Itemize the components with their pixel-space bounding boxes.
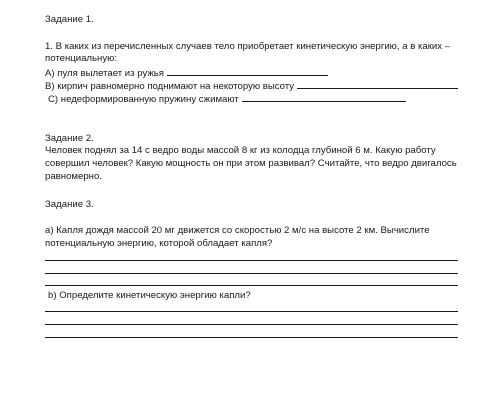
answer-line-b2[interactable]	[45, 324, 458, 325]
option-a-text: А) пуля вылетает из ружья	[45, 68, 164, 79]
answer-blank-a[interactable]	[167, 66, 328, 76]
answer-blank-b[interactable]	[297, 79, 458, 89]
task1-question-line2: потенциальную:	[45, 53, 117, 64]
task3-part-b: b) Определите кинетическую энергию капли?	[48, 290, 251, 301]
task2-line3: равномерно.	[45, 171, 102, 182]
task1-heading: Задание 1.	[45, 14, 94, 25]
task1-question-line1: 1. В каких из перечисленных случаев тело приобретает кинетическую энергию, а в каких –	[45, 41, 451, 52]
task2-heading: Задание 2.	[45, 133, 94, 144]
task1-option-c	[48, 92, 406, 107]
task3-part-a-line2: потенциальную энергию, которой обладает капля?	[45, 238, 273, 249]
task3-heading: Задание 3.	[45, 199, 94, 210]
answer-line-b3[interactable]	[45, 337, 458, 338]
option-b-text: В) кирпич равномерно поднимают на некоторую высоту	[45, 81, 295, 92]
task2-line2: совершил человек? Какую мощность он при этом развивал? Считайте, что ведро двигалось	[45, 158, 457, 169]
task3-part-a-line1: а) Капля дождя массой 20 мг движется со скоростью 2 м/с на высоте 2 км. Вычислите	[45, 225, 430, 236]
task2-line1: Человек поднял за 14 с ведро воды массой 8 кг из колодца глубиной 6 м. Какую работу	[45, 145, 436, 156]
answer-line-a2[interactable]	[45, 273, 458, 274]
answer-line-a1[interactable]	[45, 260, 458, 261]
answer-line-b1[interactable]	[45, 311, 458, 312]
option-c-text: С) недеформированную пружину сжимают	[48, 94, 239, 105]
answer-line-a3[interactable]	[45, 285, 458, 286]
answer-blank-c[interactable]	[242, 92, 406, 102]
